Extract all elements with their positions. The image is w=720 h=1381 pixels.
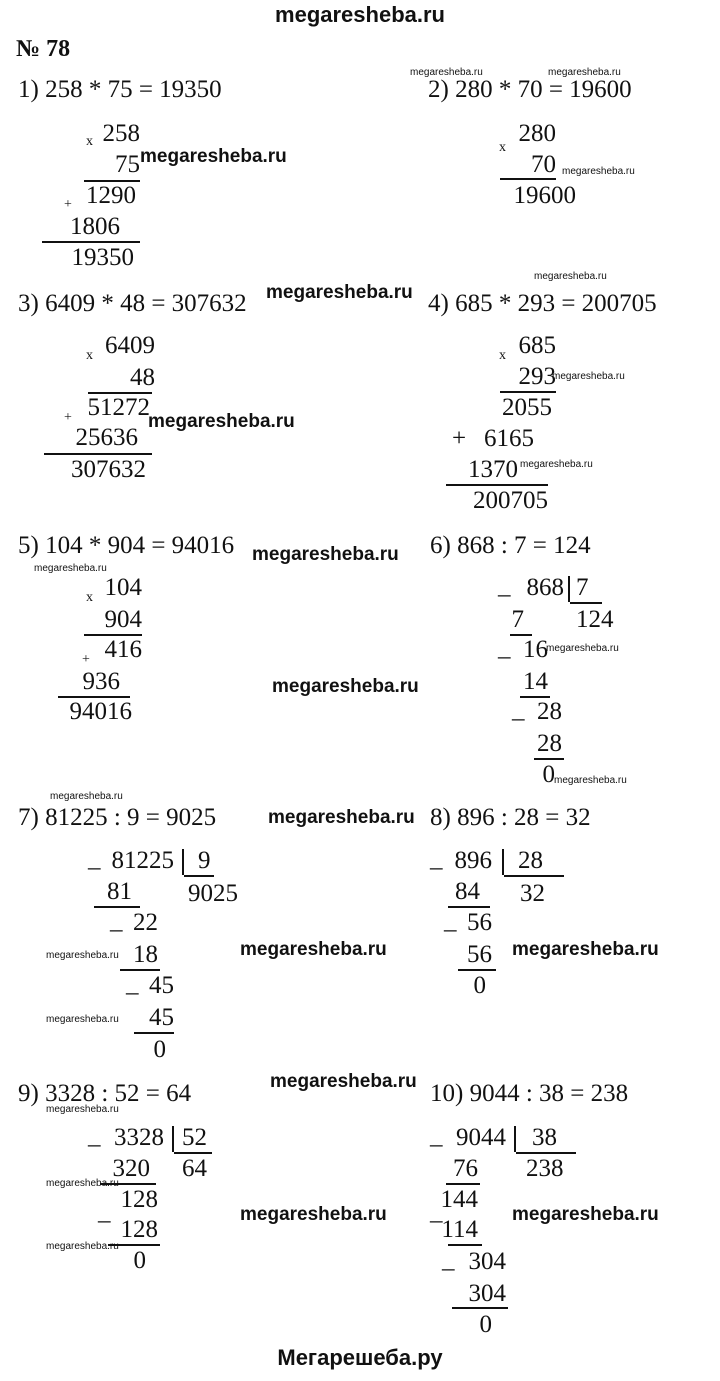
equation-4: 4) 685 * 293 = 200705 bbox=[428, 290, 657, 317]
watermark-small: megaresheba.ru bbox=[546, 643, 619, 654]
underline bbox=[500, 391, 556, 393]
minus-sign: _ bbox=[88, 1122, 101, 1149]
subtrahend-2: 14 bbox=[523, 668, 548, 695]
watermark: megaresheba.ru bbox=[268, 807, 415, 828]
quotient: 9025 bbox=[188, 880, 238, 907]
division-bar bbox=[568, 576, 570, 602]
partial-product-3: 1370 bbox=[468, 456, 518, 483]
remainder: 0 bbox=[542, 761, 555, 788]
subtrahend-3: 28 bbox=[537, 730, 562, 757]
remainder-1: 144 bbox=[440, 1186, 478, 1213]
watermark-small: megaresheba.ru bbox=[46, 950, 119, 961]
watermark: megaresheba.ru bbox=[512, 939, 659, 960]
times-sign: x bbox=[499, 140, 506, 155]
multiplier: 48 bbox=[130, 364, 155, 391]
subtrahend-2: 18 bbox=[133, 941, 158, 968]
underline bbox=[134, 1032, 174, 1034]
times-sign: x bbox=[86, 348, 93, 363]
divisor: 38 bbox=[532, 1124, 557, 1151]
times-sign: x bbox=[499, 348, 506, 363]
watermark-small: megaresheba.ru bbox=[548, 67, 621, 78]
problem-number: № 78 bbox=[16, 36, 71, 62]
watermark: megaresheba.ru bbox=[240, 939, 387, 960]
watermark: megaresheba.ru bbox=[240, 1204, 387, 1225]
multiplier: 75 bbox=[115, 151, 140, 178]
equation-1: 1) 258 * 75 = 19350 bbox=[18, 76, 222, 103]
subtrahend-1: 7 bbox=[511, 606, 524, 633]
equation-5: 5) 104 * 904 = 94016 bbox=[18, 532, 235, 559]
multiplier: 904 bbox=[104, 606, 142, 633]
minus-sign: _ bbox=[444, 907, 457, 934]
divisor: 28 bbox=[518, 847, 543, 874]
division-bar bbox=[182, 849, 184, 875]
equation-8: 8) 896 : 28 = 32 bbox=[430, 804, 591, 831]
plus-sign: + bbox=[452, 425, 467, 452]
underline bbox=[534, 758, 564, 760]
partial-product-1: 51272 bbox=[87, 394, 150, 421]
remainder-1: 22 bbox=[133, 909, 158, 936]
remainder-2: 304 bbox=[468, 1248, 506, 1275]
minus-sign: _ bbox=[498, 572, 511, 599]
partial-product-1: 416 bbox=[104, 636, 142, 663]
subtrahend-3: 45 bbox=[149, 1004, 174, 1031]
minus-sign: _ bbox=[442, 1246, 455, 1273]
partial-product-1: 2055 bbox=[502, 394, 552, 421]
watermark-small: megaresheba.ru bbox=[46, 1241, 119, 1252]
remainder-1: 128 bbox=[120, 1186, 158, 1213]
watermark: megaresheba.ru bbox=[266, 282, 413, 303]
subtrahend-1: 81 bbox=[107, 878, 132, 905]
divisor-underline bbox=[504, 875, 564, 877]
partial-product-1: 1290 bbox=[86, 182, 136, 209]
remainder: 0 bbox=[479, 1311, 492, 1338]
watermark-small: megaresheba.ru bbox=[46, 1104, 119, 1115]
watermark-small: megaresheba.ru bbox=[562, 166, 635, 177]
subtrahend-2: 114 bbox=[441, 1216, 478, 1243]
watermark: megaresheba.ru bbox=[272, 676, 419, 697]
times-sign: x bbox=[86, 590, 93, 605]
partial-product-2: 6165 bbox=[484, 425, 534, 452]
division-bar bbox=[514, 1126, 516, 1152]
underline bbox=[458, 969, 496, 971]
subtrahend-1: 76 bbox=[453, 1155, 478, 1182]
divisor-underline bbox=[516, 1152, 576, 1154]
multiplier: 70 bbox=[531, 151, 556, 178]
watermark-small: megaresheba.ru bbox=[554, 775, 627, 786]
watermark-small: megaresheba.ru bbox=[520, 459, 593, 470]
equation-7: 7) 81225 : 9 = 9025 bbox=[18, 804, 217, 831]
remainder: 0 bbox=[473, 972, 486, 999]
watermark: megaresheba.ru bbox=[252, 544, 399, 565]
site-footer: Мегарешеба.ру bbox=[277, 1345, 443, 1370]
divisor: 52 bbox=[182, 1124, 207, 1151]
multiplicand: 104 bbox=[104, 574, 142, 601]
underline bbox=[42, 241, 140, 243]
product: 19600 bbox=[513, 182, 576, 209]
dividend: 3328 bbox=[114, 1124, 164, 1151]
minus-sign: _ bbox=[430, 1198, 443, 1225]
partial-product-2: 1806 bbox=[70, 213, 120, 240]
partial-product-2: 25636 bbox=[75, 424, 138, 451]
equation-2: 2) 280 * 70 = 19600 bbox=[428, 76, 632, 103]
multiplier: 293 bbox=[518, 363, 556, 390]
subtrahend-1: 84 bbox=[455, 878, 480, 905]
division-bar bbox=[172, 1126, 174, 1152]
product: 19350 bbox=[71, 244, 134, 271]
minus-sign: _ bbox=[126, 970, 139, 997]
minus-sign: _ bbox=[98, 1198, 111, 1225]
equation-3: 3) 6409 * 48 = 307632 bbox=[18, 290, 247, 317]
remainder: 0 bbox=[153, 1036, 166, 1063]
divisor-underline bbox=[174, 1152, 212, 1154]
multiplicand: 280 bbox=[518, 120, 556, 147]
product: 200705 bbox=[473, 487, 548, 514]
times-sign: x bbox=[86, 134, 93, 149]
underline bbox=[500, 178, 556, 180]
dividend: 896 bbox=[454, 847, 492, 874]
minus-sign: _ bbox=[430, 845, 443, 872]
multiplicand: 685 bbox=[518, 332, 556, 359]
remainder: 0 bbox=[133, 1247, 146, 1274]
minus-sign: _ bbox=[498, 634, 511, 661]
watermark-small: megaresheba.ru bbox=[46, 1014, 119, 1025]
subtrahend-2: 56 bbox=[467, 941, 492, 968]
equation-9: 9) 3328 : 52 = 64 bbox=[18, 1080, 192, 1107]
divisor-underline bbox=[570, 602, 602, 604]
underline bbox=[452, 1307, 508, 1309]
quotient: 32 bbox=[520, 880, 545, 907]
division-bar bbox=[502, 849, 504, 875]
partial-product-2: 936 bbox=[82, 668, 120, 695]
minus-sign: _ bbox=[430, 1122, 443, 1149]
divisor: 9 bbox=[198, 847, 211, 874]
watermark-small: megaresheba.ru bbox=[552, 371, 625, 382]
watermark-small: megaresheba.ru bbox=[534, 271, 607, 282]
plus-sign: + bbox=[82, 652, 90, 667]
divisor-underline bbox=[184, 875, 214, 877]
multiplicand: 258 bbox=[102, 120, 140, 147]
quotient: 238 bbox=[526, 1155, 564, 1182]
underline bbox=[446, 484, 548, 486]
watermark-small: megaresheba.ru bbox=[34, 563, 107, 574]
equation-10: 10) 9044 : 38 = 238 bbox=[430, 1080, 629, 1107]
dividend: 9044 bbox=[456, 1124, 506, 1151]
watermark-small: megaresheba.ru bbox=[50, 791, 123, 802]
plus-sign: + bbox=[64, 197, 72, 212]
watermark-small: megaresheba.ru bbox=[410, 67, 483, 78]
watermark: megaresheba.ru bbox=[148, 411, 295, 432]
subtrahend-2: 128 bbox=[120, 1216, 158, 1243]
underline bbox=[44, 453, 152, 455]
watermark-small: megaresheba.ru bbox=[46, 1178, 119, 1189]
site-header: megaresheba.ru bbox=[275, 2, 445, 27]
subtrahend-3: 304 bbox=[468, 1280, 506, 1307]
watermark: megaresheba.ru bbox=[270, 1071, 417, 1092]
product: 94016 bbox=[69, 698, 132, 725]
quotient: 64 bbox=[182, 1155, 207, 1182]
product: 307632 bbox=[71, 456, 146, 483]
underline bbox=[446, 1183, 480, 1185]
remainder-2: 28 bbox=[537, 698, 562, 725]
subtrahend-1: 320 bbox=[112, 1155, 150, 1182]
plus-sign: + bbox=[64, 410, 72, 425]
minus-sign: _ bbox=[110, 907, 123, 934]
divisor: 7 bbox=[576, 574, 589, 601]
watermark: megaresheba.ru bbox=[140, 146, 287, 167]
minus-sign: _ bbox=[512, 696, 525, 723]
remainder-1: 56 bbox=[467, 909, 492, 936]
remainder-2: 45 bbox=[149, 972, 174, 999]
equation-6: 6) 868 : 7 = 124 bbox=[430, 532, 591, 559]
dividend: 868 bbox=[526, 574, 564, 601]
multiplicand: 6409 bbox=[105, 332, 155, 359]
remainder-1: 16 bbox=[523, 636, 548, 663]
watermark: megaresheba.ru bbox=[512, 1204, 659, 1225]
quotient: 124 bbox=[576, 606, 614, 633]
dividend: 81225 bbox=[111, 847, 174, 874]
minus-sign: _ bbox=[88, 845, 101, 872]
